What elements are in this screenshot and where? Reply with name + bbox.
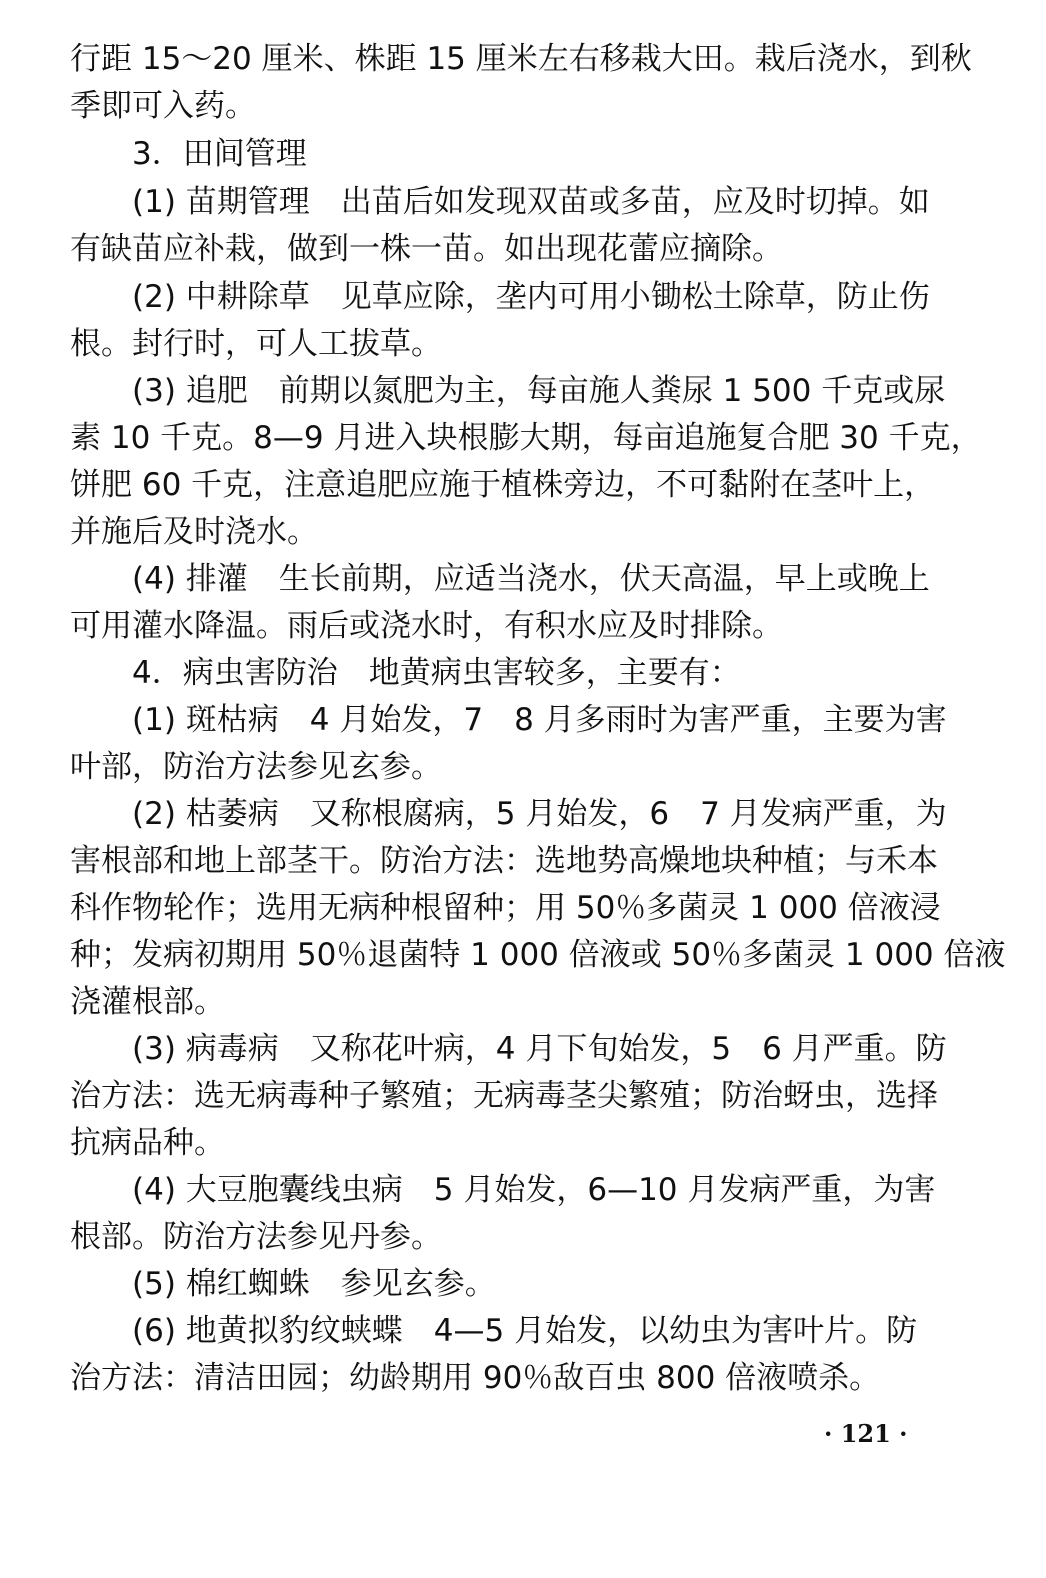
text-line: (1) 苗期管理 出苗后如发现双苗或多苗，应及时切掉。如 [132,184,930,220]
text-line: 种；发病初期用 50％退菌特 1 000 倍液或 50％多菌灵 1 000 倍液 [70,937,1006,973]
text-line: 根。封行时，可人工拔草。 [70,326,442,362]
text-line: 并施后及时浇水。 [70,514,318,550]
text-line: 素 10 千克。8—9 月进入块根膨大期，每亩追施复合肥 30 千克， [70,420,982,456]
text-line: 治方法：选无病毒种子繁殖；无病毒茎尖繁殖；防治蚜虫，选择 [70,1078,938,1114]
page-number: · 121 · [824,1419,908,1448]
text-line: (3) 病毒病 又称花叶病，4 月下旬始发，5 6 月严重。防 [132,1031,947,1067]
text-line: (2) 枯萎病 又称根腐病，5 月始发，6 7 月发病严重，为 [132,796,947,832]
text-line: (4) 大豆胞囊线虫病 5 月始发，6—10 月发病严重，为害 [132,1172,936,1208]
text-line: 季即可入药。 [70,88,256,124]
text-line: 治方法：清洁田园；幼龄期用 90％敌百虫 800 倍液喷杀。 [70,1360,881,1396]
text-line: 抗病品种。 [70,1125,225,1161]
section-heading: 4．病虫害防治 地黄病虫害较多，主要有： [132,655,741,691]
text-line: 行距 15～20 厘米、株距 15 厘米左右移栽大田。栽后浇水，到秋 [70,41,972,77]
text-line: (3) 追肥 前期以氮肥为主，每亩施人粪尿 1 500 千克或尿 [132,373,946,409]
text-line: (1) 斑枯病 4 月始发，7 8 月多雨时为害严重，主要为害 [132,702,947,738]
text-line: 有缺苗应补栽，做到一株一苗。如出现花蕾应摘除。 [70,231,783,267]
text-line: 根部。防治方法参见丹参。 [70,1219,442,1255]
text-line: 浇灌根部。 [70,984,225,1020]
text-line: (5) 棉红蜘蛛 参见玄参。 [132,1266,496,1302]
text-line: (6) 地黄拟豹纹蛱蝶 4—5 月始发，以幼虫为害叶片。防 [132,1313,918,1349]
text-line: (4) 排灌 生长前期，应适当浇水，伏天高温，早上或晚上 [132,561,930,597]
section-heading: 3．田间管理 [132,136,307,172]
text-line: 饼肥 60 千克，注意追肥应施于植株旁边，不可黏附在茎叶上， [70,467,936,503]
text-line: 害根部和地上部茎干。防治方法：选地势高燥地块种植；与禾本 [70,843,938,879]
text-line: 可用灌水降温。雨后或浇水时，有积水应及时排除。 [70,608,783,644]
text-line: 叶部，防治方法参见玄参。 [70,749,442,785]
text-line: 科作物轮作；选用无病种根留种；用 50％多菌灵 1 000 倍液浸 [70,890,941,926]
text-line: (2) 中耕除草 见草应除，垄内可用小锄松土除草，防止伤 [132,279,930,315]
